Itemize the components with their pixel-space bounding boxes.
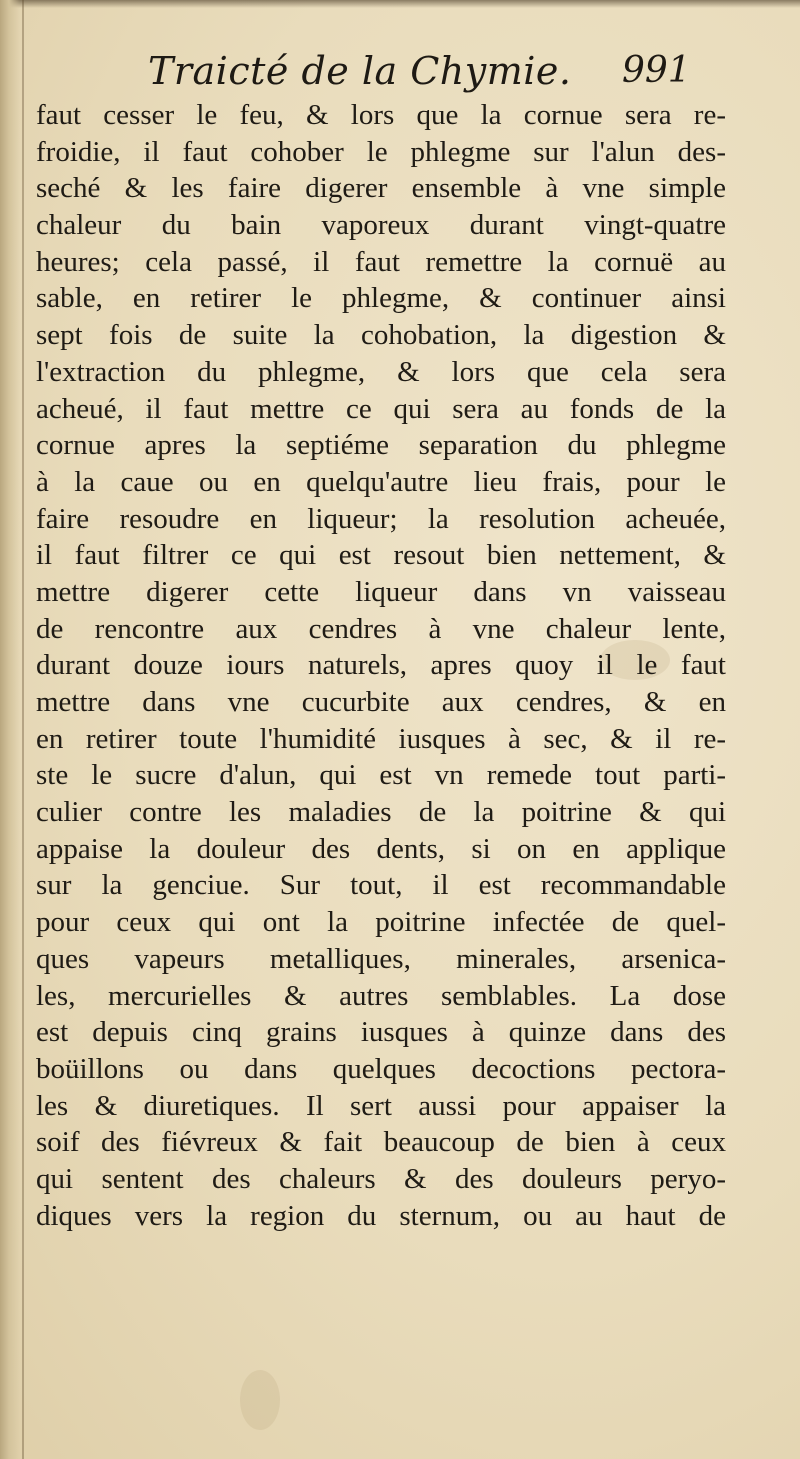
text-line: appaise la douleur des dents, si on en applique (36, 832, 726, 865)
text-line: ques vapeurs metalliques, minerales, arsenica- (36, 942, 726, 975)
text-line: mettre digerer cette liqueur dans vn vaisseau (36, 575, 726, 608)
page-binding-edge (0, 0, 20, 1459)
text-line: faire resoudre en liqueur; la resolution acheuée, (36, 502, 726, 535)
text-line: mettre dans vne cucurbite aux cendres, & en (36, 686, 726, 718)
text-line: il faut filtrer ce qui est resout bien nettement, & (36, 539, 726, 572)
text-line: boüillons ou dans quelques decoctions pectora- (36, 1052, 726, 1085)
text-line: heures; cela passé, il faut remettre la cornuë au (36, 245, 726, 278)
text-line: chaleur du bain vaporeux durant vingt-quatre (36, 209, 726, 242)
page-number: 991 (622, 50, 691, 91)
text-line: diques vers la region du sternum, ou au haut de (36, 1199, 726, 1232)
text-line: qui sentent des chaleurs & des douleurs peryo- (36, 1162, 726, 1195)
text-line: culier contre les maladies de la poitrine & qui (36, 796, 726, 829)
page-header (0, 46, 800, 96)
page-gutter-line (22, 0, 24, 1459)
text-line: sept fois de suite la cohobation, la digestion & (36, 319, 726, 352)
text-line: de rencontre aux cendres à vne chaleur lente, (36, 612, 726, 645)
text-line: les & diuretiques. Il sert aussi pour appaiser la (36, 1089, 726, 1122)
running-title: Traicté de la Chymie. (148, 49, 572, 93)
text-line: soif des fiévreux & fait beaucoup de bien à ceux (36, 1126, 726, 1159)
page-top-edge (0, 0, 800, 8)
body-text (36, 97, 726, 1234)
text-line: en retirer toute l'humidité iusques à sec, & il re- (36, 722, 726, 755)
text-line: froidie, il faut cohober le phlegme sur l'alun des- (36, 135, 726, 168)
paper-stain (240, 1370, 280, 1430)
text-line: ste le sucre d'alun, qui est vn remede tout parti- (36, 759, 726, 792)
text-line: l'extraction du phlegme, & lors que cela sera (36, 355, 726, 388)
text-line: à la caue ou en quelqu'autre lieu frais, pour le (36, 465, 726, 498)
text-line: les, mercurielles & autres semblables. La dose (36, 979, 726, 1012)
text-line: seché & les faire digerer ensemble à vne simple (36, 172, 726, 205)
text-line: est depuis cinq grains iusques à quinze dans des (36, 1016, 726, 1049)
text-line: sable, en retirer le phlegme, & continuer ainsi (36, 282, 726, 315)
text-line: acheué, il faut mettre ce qui sera au fonds de la (36, 392, 726, 425)
text-line: pour ceux qui ont la poitrine infectée de quel- (36, 906, 726, 939)
text-line: cornue apres la septiéme separation du phlegme (36, 429, 726, 462)
text-line: durant douze iours naturels, apres quoy il le faut (36, 649, 726, 682)
text-line: sur la genciue. Sur tout, il est recommandable (36, 869, 726, 902)
text-line: faut cesser le feu, & lors que la cornue sera re- (36, 99, 726, 131)
